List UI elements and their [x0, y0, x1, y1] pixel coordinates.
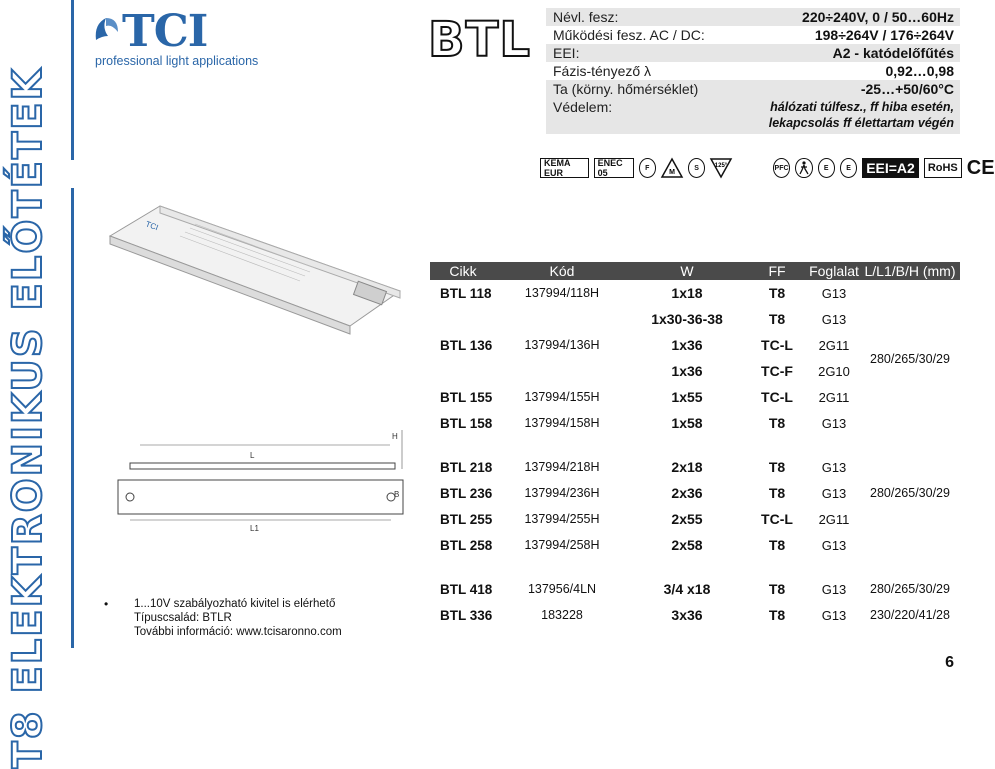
cell-cikk: BTL 158 [440, 415, 493, 431]
spec-value: A2 - katódelőfűtés [832, 45, 954, 61]
cell-dimension: 280/265/30/29 [870, 582, 950, 596]
table-row [430, 602, 960, 628]
column-header: Kód [549, 263, 575, 279]
spec-value-line: hálózati túlfesz., ff hiba esetén, [770, 100, 954, 114]
cell-foglalat: G13 [821, 311, 847, 327]
cell-foglalat: G13 [821, 607, 847, 623]
cell-cikk: BTL 255 [440, 511, 493, 527]
cell-w: 3/4 x18 [663, 581, 711, 597]
cell-ff: TC-L [761, 337, 793, 353]
bullet-icon: • [104, 597, 109, 611]
cell-cikk: BTL 236 [440, 485, 493, 501]
note-line: További információ: www.tcisaronno.com [134, 626, 342, 638]
logo-mark-icon [92, 14, 120, 44]
cell-ff: T8 [768, 415, 786, 431]
column-header: W [680, 263, 694, 279]
footnote [104, 597, 342, 639]
cell-kod: 137994/255H [524, 512, 600, 526]
temperature-text: 125° [715, 163, 728, 169]
cell-cikk: BTL 218 [440, 459, 493, 475]
cell-ff: TC-L [761, 389, 793, 405]
s-mark-icon: S [688, 158, 705, 178]
kema-icon: KEMA EUR [540, 158, 589, 178]
cell-w: 1x55 [671, 389, 703, 405]
spec-value: 0,92…0,98 [885, 63, 954, 79]
temperature-icon [710, 158, 732, 178]
spec-value: 198÷264V / 176÷264V [814, 27, 954, 43]
pfc-icon: PFC [773, 158, 790, 178]
note-line: Típuscsalád: BTLR [134, 612, 232, 624]
table-header [430, 262, 960, 280]
spec-value [769, 98, 960, 134]
cell-kod: 137994/258H [524, 538, 600, 552]
cell-w: 3x36 [671, 607, 703, 623]
spec-label: Működési fesz. AC / DC: [553, 27, 705, 43]
svg-text:TCI: TCI [144, 219, 160, 233]
table-row [430, 410, 960, 436]
logo-tagline: professional light applications [95, 54, 259, 68]
column-header: Cikk [449, 263, 477, 279]
cell-kod: 137994/118H [524, 286, 600, 300]
cell-cikk: BTL 155 [440, 389, 493, 405]
side-divider-line [71, 188, 74, 648]
cell-foglalat: 2G10 [818, 363, 850, 379]
cell-foglalat: G13 [821, 581, 847, 597]
dim-label-l1: L1 [250, 524, 259, 533]
ballast-product-image [100, 196, 410, 336]
cell-dimension: 230/220/41/28 [870, 608, 950, 622]
cell-kod: 137994/155H [524, 390, 600, 404]
cell-kod: 137994/136H [524, 338, 600, 352]
table-group [430, 280, 960, 436]
spec-row [546, 80, 960, 98]
spec-label: EEI: [553, 45, 580, 61]
dim-label-l: L [250, 451, 255, 460]
cell-ff: T8 [768, 285, 786, 301]
cell-ff: TC-F [761, 363, 793, 379]
cell-foglalat: 2G11 [818, 389, 850, 405]
spec-row [546, 26, 960, 44]
certification-strip [540, 158, 995, 178]
spec-label: Névl. fesz: [553, 9, 619, 25]
product-title: BTL [428, 12, 531, 68]
cell-w: 2x58 [671, 537, 703, 553]
cell-ff: T8 [768, 459, 786, 475]
cell-w: 1x30-36-38 [651, 311, 723, 327]
cell-cikk: BTL 336 [440, 607, 493, 623]
cell-ff: T8 [768, 537, 786, 553]
table-row [430, 506, 960, 532]
product-table [430, 262, 960, 628]
cell-foglalat: 2G11 [818, 511, 850, 527]
spec-value: 220÷240V, 0 / 50…60Hz [802, 9, 954, 25]
cell-kod: 137956/4LN [527, 582, 597, 596]
cell-cikk: BTL 118 [440, 285, 492, 301]
dim-label-h: H [392, 432, 398, 441]
spec-label: Védelem: [553, 99, 613, 115]
page-number: 6 [945, 654, 954, 671]
spec-label: Ta (körny. hőmérséklet) [553, 81, 699, 97]
spec-label: Fázis-tényező λ [553, 63, 652, 79]
side-band [0, 67, 55, 769]
cell-w: 2x55 [671, 511, 703, 527]
spec-row [546, 8, 960, 26]
note-line: 1...10V szabályozható kivitel is elérhető [134, 598, 336, 610]
cell-w: 1x58 [671, 415, 703, 431]
cell-foglalat: G13 [821, 537, 847, 553]
table-group [430, 454, 960, 558]
cell-w: 1x36 [671, 363, 703, 379]
emergency-icon [795, 158, 812, 178]
column-header: L/L1/B/H (mm) [864, 263, 956, 279]
table-row [430, 454, 960, 480]
cell-w: 2x36 [671, 485, 703, 501]
table-row [430, 306, 960, 332]
spec-value-line: lekapcsolás ff élettartam végén [768, 116, 954, 130]
cell-kod: 137994/158H [524, 416, 600, 430]
rohs-badge: RoHS [924, 158, 962, 178]
m-mark-text: M [668, 169, 675, 176]
cell-kod: 137994/236H [524, 486, 600, 500]
specs-panel [546, 8, 960, 134]
enec-icon: ENEC 05 [594, 158, 634, 178]
cell-w: 1x36 [671, 337, 703, 353]
table-row [430, 532, 960, 558]
eei-badge: EEI=A2 [862, 158, 919, 178]
spec-row [546, 98, 960, 134]
cell-foglalat: 2G11 [818, 337, 850, 353]
dim-label-b: B [394, 490, 400, 499]
cell-ff: T8 [768, 311, 786, 327]
table-row [430, 280, 960, 306]
cell-cikk: BTL 258 [440, 537, 493, 553]
table-row [430, 576, 960, 602]
m-mark-icon [661, 158, 683, 178]
side-title: T8 ELEKTRONIKUS ELŐTÉTEK [4, 67, 51, 769]
cell-kod: 183228 [541, 608, 583, 622]
dimension-drawing [110, 425, 410, 535]
tci-logo [92, 6, 282, 72]
e-mark-icon: E [840, 158, 857, 178]
column-header: Foglalat [809, 263, 859, 279]
table-row [430, 384, 960, 410]
cell-w: 2x18 [671, 459, 703, 475]
cell-foglalat: G13 [821, 485, 847, 501]
group-dimension: 280/265/30/29 [870, 352, 950, 366]
top-divider-line [71, 0, 74, 160]
cell-kod: 137994/218H [524, 460, 600, 474]
cell-w: 1x18 [671, 285, 703, 301]
column-header: FF [768, 263, 786, 279]
cell-cikk: BTL 418 [440, 581, 493, 597]
group-dimension: 280/265/30/29 [870, 486, 950, 500]
cell-foglalat: G13 [821, 415, 847, 431]
cell-foglalat: G13 [821, 285, 847, 301]
cell-ff: T8 [768, 581, 786, 597]
e-mark-icon: E [818, 158, 835, 178]
cell-ff: TC-L [761, 511, 793, 527]
spec-row [546, 62, 960, 80]
spec-value: -25…+50/60°C [860, 81, 954, 97]
cell-ff: T8 [768, 607, 786, 623]
spec-row [546, 44, 960, 62]
f-mark-icon: F [639, 158, 656, 178]
cell-cikk: BTL 136 [440, 337, 493, 353]
ce-mark-icon: CE [966, 156, 995, 179]
logo-wordmark: TCI [122, 6, 208, 57]
cell-ff: T8 [768, 485, 786, 501]
cell-foglalat: G13 [821, 459, 847, 475]
